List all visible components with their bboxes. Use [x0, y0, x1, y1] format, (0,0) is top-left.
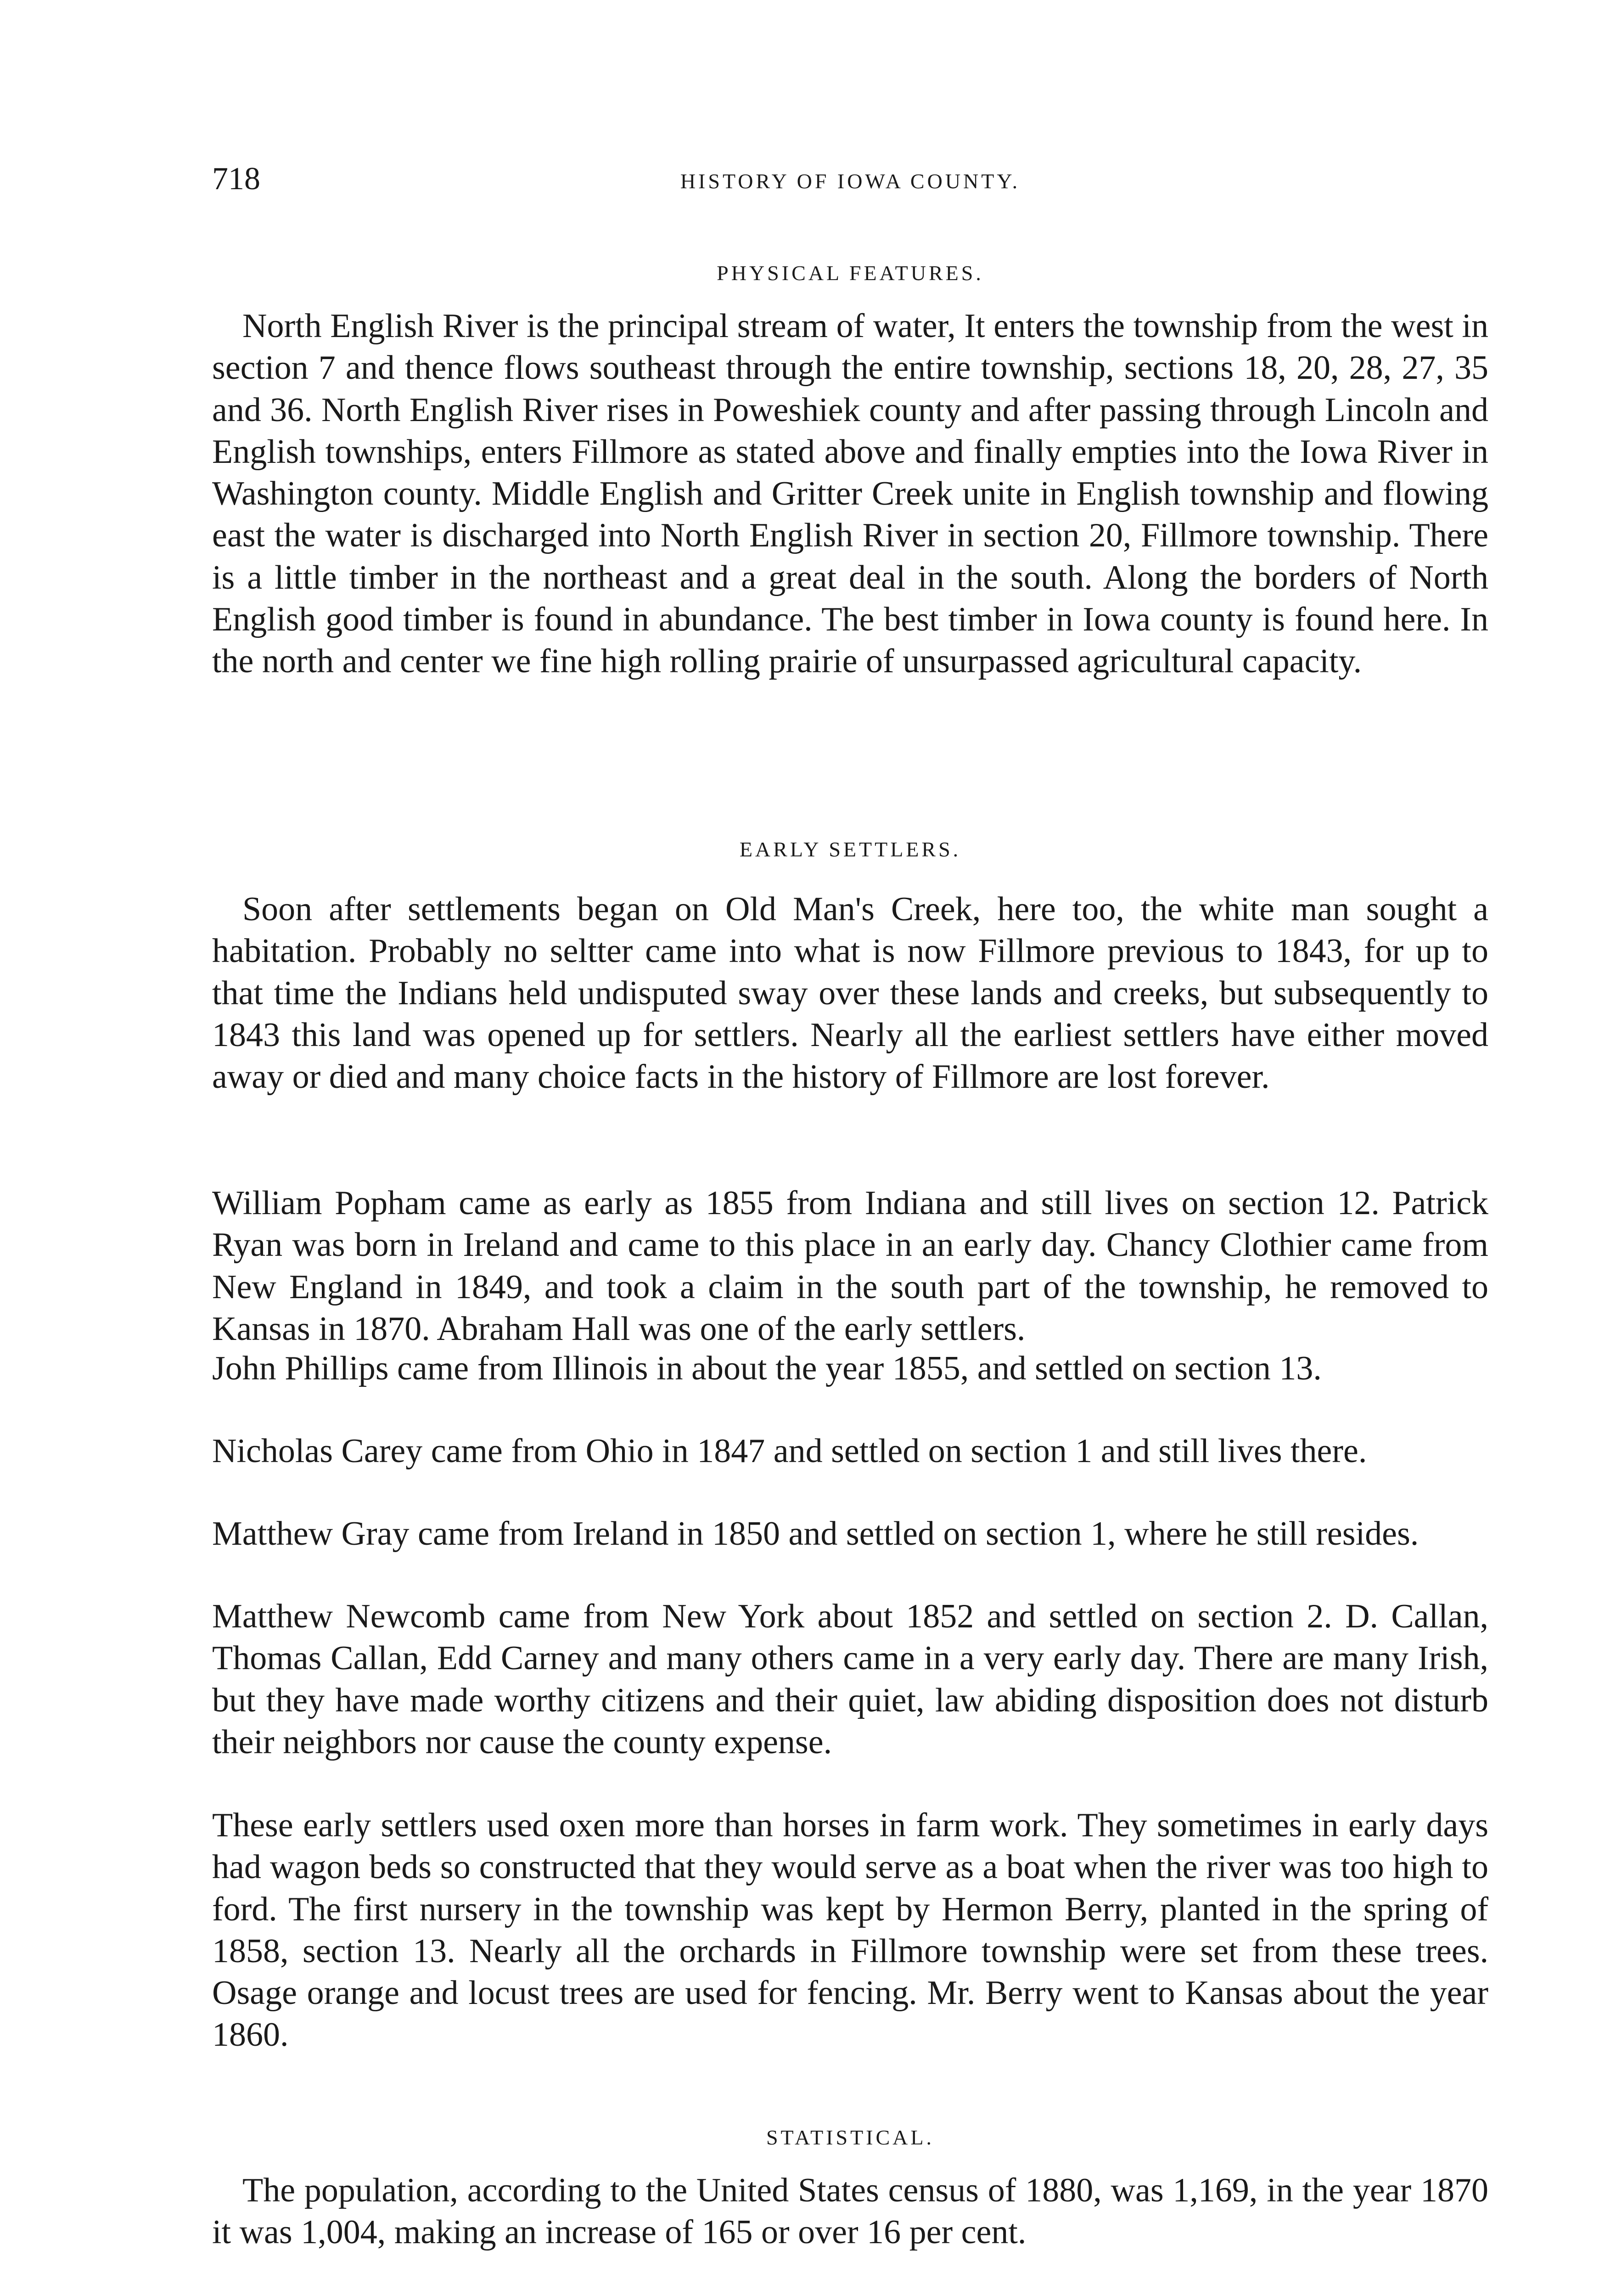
- section-heading-physical-features: PHYSICAL FEATURES.: [717, 261, 984, 285]
- paragraph-newcomb: Matthew Newcomb came from New York about 1852 and settled on section 2. D. Callan, Thomas Callan, Edd Carney and many others came in a very early day. There are many Irish, but they have made worthy citizens and their quiet, law abiding disposition does not disturb their neighbors nor cause the county expense.: [212, 1598, 1488, 1761]
- paragraph-carey: Nicholas Carey came from Ohio in 1847 and settled on section 1 and still lives there.: [212, 1432, 1367, 1470]
- section-heading-statistical: STATISTICAL.: [766, 2126, 935, 2149]
- running-header: [212, 158, 1488, 200]
- page-number: 718: [212, 161, 260, 197]
- section-heading-early-settlers: EARLY SETTLERS.: [739, 838, 961, 861]
- paragraph-phillips: John Phillips came from Illinois in about the year 1855, and settled on section 13.: [212, 1350, 1322, 1387]
- paragraph-physical-features: North English River is the principal stream of water, It enters the township from the west in section 7 and thence flows southeast through the entire township, sections 18, 20, 28, 27, 35 and 36. North English River rises in Poweshiek county and after passing through Lincoln and English townships, enters Fillmore as stated above and finally empties into the Iowa River in Washington county. Middle English and Gritter Creek unite in English township and flowing east the water is discharged into North English River in section 20, Fillmore township. There is a little timber in the northeast and a great deal in the south. Along the borders of North English good timber is found in abundance. The best timber in Iowa county is found here. In the north and center we fine high rolling prairie of unsurpassed agricultural capacity.: [212, 307, 1488, 681]
- paragraph-popham: William Popham came as early as 1855 from Indiana and still lives on section 12. Patrick Ryan was born in Ireland and came to this place in an early day. Chancy Clothier came from New England in 1849, and took a claim in the south part of the township, he removed to Kansas in 1870. Abraham Hall was one of the early settlers.: [212, 1184, 1488, 1348]
- paragraph-gray: Matthew Gray came from Ireland in 1850 and settled on section 1, where he still resides.: [212, 1515, 1419, 1553]
- paragraph-oxen-nursery: These early settlers used oxen more than horses in farm work. They sometimes in early days had wagon beds so constructed that they would serve as a boat when the river was too high to ford. The first nursery in the township was kept by Hermon Berry, planted in the spring of 1858, section 13. Nearly all the orchards in Fillmore township were set from these trees. Osage orange and locust trees are used for fencing. Mr. Berry went to Kansas about the year 1860.: [212, 1806, 1488, 2054]
- running-title: HISTORY OF IOWA COUNTY.: [680, 169, 1021, 193]
- paragraph-statistical: The population, according to the United States census of 1880, was 1,169, in the year 1870 it was 1,004, making an increase of 165 or over 16 per cent.: [212, 2172, 1488, 2251]
- paragraph-early-settlers-intro: Soon after settlements began on Old Man's Creek, here too, the white man sought a habitation. Probably no seltter came into what is now Fillmore previous to 1843, for up to that time the Indians held undisputed sway over these lands and creeks, but subsequently to 1843 this land was opened up for settlers. Nearly all the earliest settlers have either moved away or died and many choice facts in the history of Fillmore are lost forever.: [212, 890, 1488, 1096]
